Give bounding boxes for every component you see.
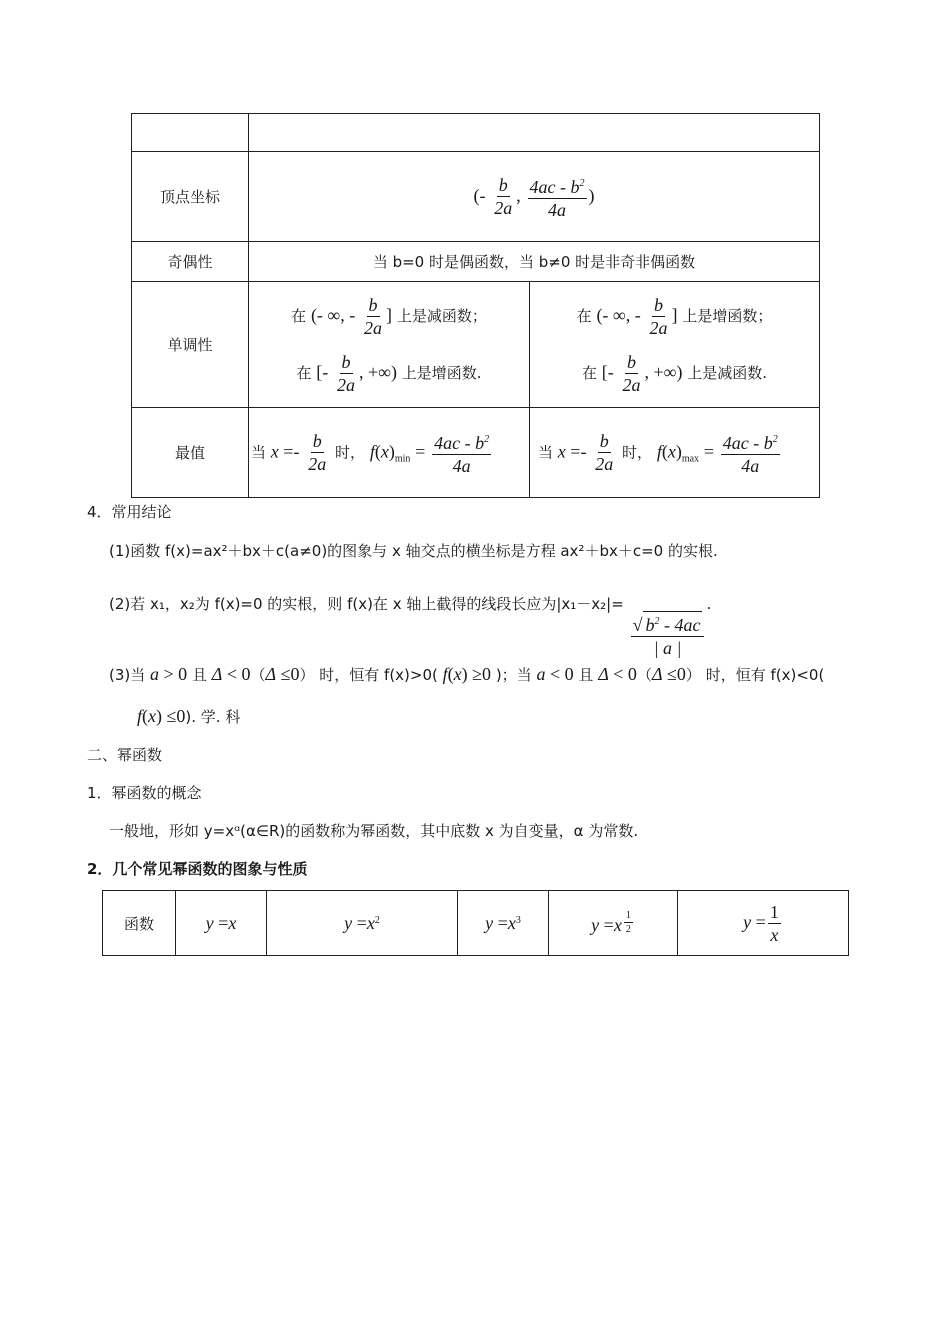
conclusion-3: (3)当 a > 0 且 Δ < 0（Δ ≤0） 时，恒有 f(x)>0( f(x) ≥0 )；当 a < 0 且 Δ < 0（Δ ≤0） 时，恒有 f(x)<0( <box>109 664 825 684</box>
y-equals-x-squared: $y =x^2$ <box>267 891 458 956</box>
mono-right-2-post: 上是减函数. <box>687 363 768 382</box>
mono-left-2-post: 上是增函数. <box>401 363 482 382</box>
common-power-functions-heading: 2．几个常见幂函数的图象与性质 <box>87 860 308 878</box>
monotonicity-row <box>132 282 820 408</box>
blank-header-cell <box>249 114 820 152</box>
conclusion-2: (2)若 x₁，x₂为 f(x)=0 的实根，则 f(x)在 x 轴上截得的线段长应为|x₁－x₂|= $\frac{√ b^2 - 4ac}{| a |}$ . <box>109 595 712 658</box>
mono-left-1-pre: 在 <box>291 306 307 325</box>
max-subscript: max <box>681 453 700 464</box>
function-label: 函数 <box>103 891 176 956</box>
conclusion-2-text: (2)若 x₁，x₂为 f(x)=0 的实根，则 f(x)在 x 轴上截得的线段长应为|x₁－x₂|= <box>109 595 624 613</box>
parity-row <box>132 242 820 282</box>
conclusion-1: (1)函数 f(x)=ax²＋bx＋c(a≠0)的图象与 x 轴交点的横坐标是方程 ax²＋bx＋c=0 的实根. <box>109 542 718 560</box>
extremum-right: 当 x =- $\frac{b}{2a}$ 时， $f(x)_{max}$ = $\frac{4ac - b^2}{4a}$ <box>530 408 820 498</box>
power-functions-table <box>102 890 849 956</box>
y-equals-x-half: y =x $^{\frac{1}{2}}$ <box>549 891 678 956</box>
shi-text: 时， <box>335 443 366 461</box>
vertex-label: 顶点坐标 <box>132 152 249 242</box>
extremum-left: 当 x =- $\frac{b}{2a}$ 时， $f(x)_{min}$ = $\frac{4ac - b^2}{4a}$ <box>249 408 530 498</box>
power-functions-header-row <box>103 891 849 956</box>
power-function-concept-heading: 1．幂函数的概念 <box>87 784 202 802</box>
parity-label: 奇偶性 <box>132 242 249 282</box>
y-equals-x: y =x <box>176 891 267 956</box>
extremum-row <box>132 408 820 498</box>
vertex-formula: (- $\frac{b}{2a}$ , $\frac{4ac - b^2}{4a}$ ) <box>249 152 820 242</box>
mono-right-1-post: 上是增函数； <box>682 306 773 325</box>
y-equals-one-over-x: y = $\frac{1}{x}$ <box>678 891 849 956</box>
conclusion-3-cont: f(x) ≤0). 学. 科 <box>137 706 241 726</box>
power-function-definition: 一般地，形如 y=xᵅ(α∈R)的函数称为幂函数，其中底数 x 为自变量，α 为常数. <box>109 822 639 840</box>
mono-right-2-pre: 在 <box>581 363 597 382</box>
parity-text: 当 b=0 时是偶函数，当 b≠0 时是非奇非偶函数 <box>249 242 820 282</box>
monotonicity-label: 单调性 <box>132 282 249 408</box>
blank-header-cell <box>132 114 249 152</box>
shi-text: 时， <box>622 443 653 461</box>
min-subscript: min <box>394 453 411 464</box>
y-equals-x-cubed: $y =x^3$ <box>458 891 549 956</box>
section4-heading: 4．常用结论 <box>87 503 172 521</box>
when-text: 当 <box>251 443 267 461</box>
mono-left-1-post: 上是减函数； <box>396 306 487 325</box>
monotonicity-left: 在 (- ∞, - $\frac{b}{2a}$ ] 上是减函数； 在 [- $\frac{b}{2a}$ , +∞) 上是增函数. <box>249 282 530 408</box>
power-function-heading: 二、幂函数 <box>87 746 163 764</box>
when-text: 当 <box>538 443 554 461</box>
extremum-label: 最值 <box>132 408 249 498</box>
mono-right-1-pre: 在 <box>576 306 592 325</box>
mono-left-2-pre: 在 <box>296 363 312 382</box>
monotonicity-right: 在 (- ∞, - $\frac{b}{2a}$ ] 上是增函数； 在 [- $\frac{b}{2a}$ , +∞) 上是减函数. <box>530 282 820 408</box>
quadratic-properties-table <box>131 113 820 498</box>
vertex-row <box>132 152 820 242</box>
